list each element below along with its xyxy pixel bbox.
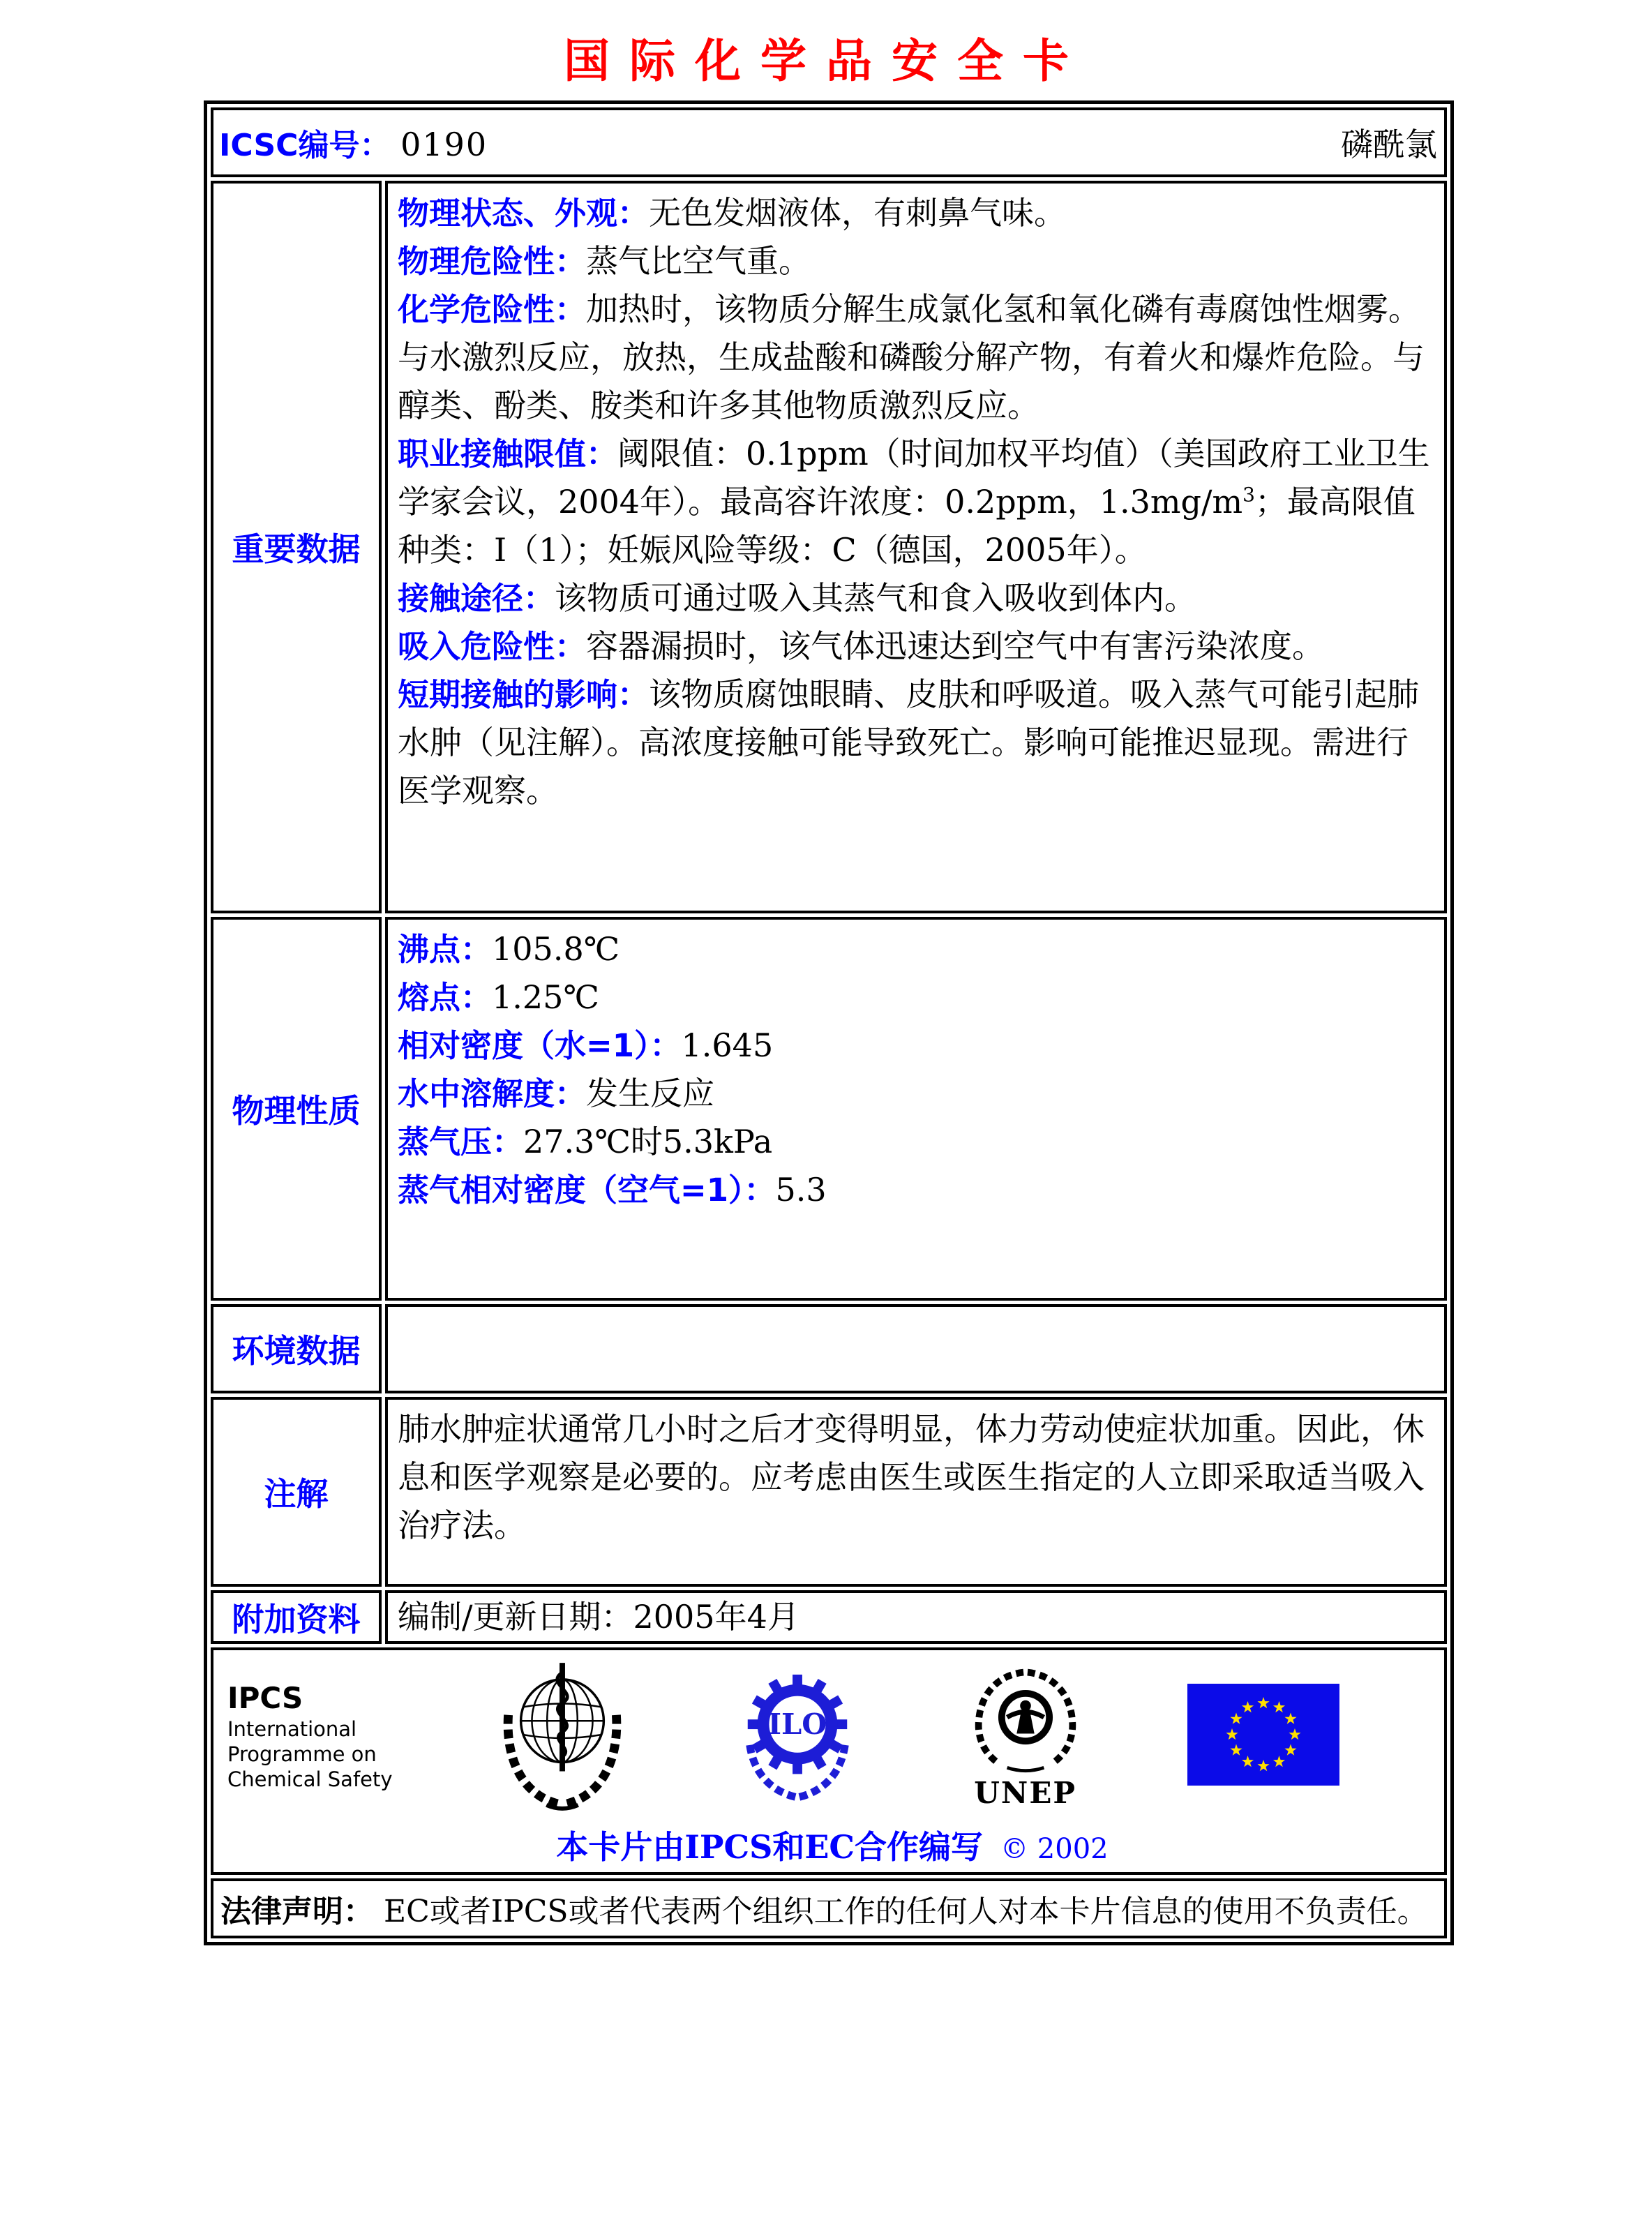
- data-item: [398, 622, 1434, 671]
- ilo-logo-icon: [732, 1663, 863, 1809]
- chemical-name: 磷酰氯: [1341, 126, 1437, 163]
- organizations-cell: [211, 1647, 1447, 1875]
- field-label: 沸点：: [398, 931, 493, 968]
- field-value: 该物质可通过吸入其蒸气和食入吸收到体内。: [555, 579, 1197, 617]
- notes-content: [385, 1397, 1447, 1587]
- field-value: 阈限值：0.1ppm（时间加权平均值）（美国政府工业卫生学家会议，2004年）。最高容许浓度：0.2ppm，1.3mg/m: [398, 435, 1430, 521]
- field-label: 蒸气相对密度（空气=1）：: [398, 1172, 776, 1209]
- data-item: [398, 189, 1434, 237]
- legal-notice-text: EC或者IPCS或者代表两个组织工作的任何人对本卡片信息的使用不负责任。: [384, 1894, 1428, 1929]
- field-value: 105.8℃: [492, 930, 620, 968]
- field-label: 吸入危险性：: [398, 628, 587, 665]
- physical-properties-row: [211, 917, 1447, 1301]
- field-value: 加热时，该物质分解生成氯化氢和氧化磷有毒腐蚀性烟雾。与水激烈反应，放热，生成盐酸和磷酸分解产物，有着火和爆炸危险。与醇类、酚类、胺类和许多其他物质激烈反应。: [398, 290, 1425, 424]
- unep-logo-text: UNEP: [974, 1775, 1076, 1810]
- logos-strip: [220, 1653, 1444, 1815]
- field-value: 1.25℃: [492, 978, 599, 1016]
- superscript: 3: [1242, 483, 1255, 507]
- field-value: 5.3: [775, 1171, 827, 1209]
- important-data-row: [211, 181, 1447, 913]
- environmental-data-content: [385, 1304, 1447, 1393]
- data-item: [398, 973, 1434, 1022]
- credit-text: 本卡片由IPCS和EC合作编写: [556, 1828, 983, 1866]
- section-label: 物理性质: [232, 1092, 361, 1130]
- section-label: 环境数据: [232, 1332, 361, 1370]
- field-label: 熔点：: [398, 979, 493, 1016]
- card-table: [204, 100, 1454, 1945]
- field-value: 发生反应: [586, 1075, 715, 1112]
- credit-year: © 2002: [1000, 1833, 1109, 1865]
- field-label: 短期接触的影响：: [398, 676, 649, 713]
- ipcs-text-block: [227, 1680, 393, 1792]
- field-label: 物理状态、外观：: [398, 195, 649, 232]
- data-item: [398, 925, 1434, 973]
- data-item: [398, 1166, 1434, 1214]
- field-label: 接触途径：: [398, 580, 555, 617]
- important-data-content: [385, 181, 1447, 913]
- section-label: 注解: [264, 1475, 329, 1513]
- field-value: ；最高限值种类：I（1）；妊娠风险等级：C（德国，2005年）。: [398, 483, 1416, 569]
- field-value: 蒸气比空气重。: [586, 242, 811, 280]
- icsc-number-group: [219, 120, 488, 165]
- additional-info-row: [211, 1590, 1447, 1644]
- ilo-logo-text: ILO: [767, 1707, 827, 1742]
- page-title: 国际化学品安全卡: [564, 33, 1088, 88]
- field-label: 化学危险性：: [398, 291, 587, 328]
- ipcs-line: International: [227, 1717, 357, 1741]
- data-item: [398, 671, 1434, 815]
- data-item: [398, 430, 1434, 574]
- legal-notice-label: 法律声明：: [220, 1894, 374, 1929]
- field-label: 蒸气压：: [398, 1123, 524, 1160]
- notes-paragraph: 肺水肿症状通常几小时之后才变得明显，体力劳动使症状加重。因此，休息和医学观察是必要的。应考虑由医生或医生指定的人立即采取适当吸入治疗法。: [398, 1410, 1425, 1544]
- field-value: 无色发烟液体，有刺鼻气味。: [649, 194, 1067, 232]
- eu-flag-icon: [1187, 1684, 1339, 1788]
- additional-info-content: 编制/更新日期：2005年4月: [385, 1590, 1447, 1644]
- header-cell: [211, 107, 1447, 177]
- section-label-cell-notes: [211, 1397, 382, 1587]
- legal-notice-row: [211, 1878, 1447, 1938]
- data-item: [398, 574, 1434, 622]
- icsc-number-value: 0190: [400, 126, 488, 163]
- icsc-number-label: ICSC编号：: [219, 128, 391, 163]
- physical-properties-content: [385, 917, 1447, 1301]
- data-item: [398, 285, 1434, 430]
- data-item: [398, 1118, 1434, 1166]
- ipcs-line: Programme on: [227, 1742, 377, 1766]
- field-value: 容器漏损时，该气体迅速达到空气中有害污染浓度。: [586, 627, 1325, 665]
- field-label: 水中溶解度：: [398, 1075, 587, 1112]
- legal-notice-cell: [211, 1878, 1447, 1938]
- field-label: 物理危险性：: [398, 243, 587, 280]
- field-label: 相对密度（水=1）：: [398, 1027, 682, 1064]
- ipcs-acronym: IPCS: [227, 1681, 303, 1715]
- section-label-cell-environment: [211, 1304, 382, 1393]
- environmental-data-row: [211, 1304, 1447, 1393]
- section-label: 重要数据: [232, 530, 361, 568]
- ipcs-line: Chemical Safety: [227, 1767, 393, 1791]
- data-item: [398, 1022, 1434, 1070]
- section-label-cell-important: [211, 181, 382, 913]
- section-label-cell-additional: [211, 1590, 382, 1644]
- field-value: 27.3℃时5.3kPa: [523, 1123, 773, 1160]
- field-value: 1.645: [681, 1026, 774, 1064]
- unep-logo-block: [968, 1663, 1083, 1810]
- notes-row: [211, 1397, 1447, 1587]
- field-value: 该物质腐蚀眼睛、皮肤和呼吸道。吸入蒸气可能引起肺水肿（见注解）。高浓度接触可能导致死亡。影响可能推迟显现。需进行医学观察。: [398, 675, 1420, 809]
- credit-line: [220, 1822, 1444, 1868]
- data-item: [398, 237, 1434, 285]
- data-item: [398, 1070, 1434, 1118]
- section-label: 附加资料: [232, 1600, 361, 1638]
- field-label: 职业接触限值：: [398, 435, 618, 472]
- organizations-row: [211, 1647, 1447, 1875]
- header-row: [211, 107, 1447, 177]
- section-label-cell-physical: [211, 917, 382, 1301]
- who-logo-icon: [497, 1657, 628, 1815]
